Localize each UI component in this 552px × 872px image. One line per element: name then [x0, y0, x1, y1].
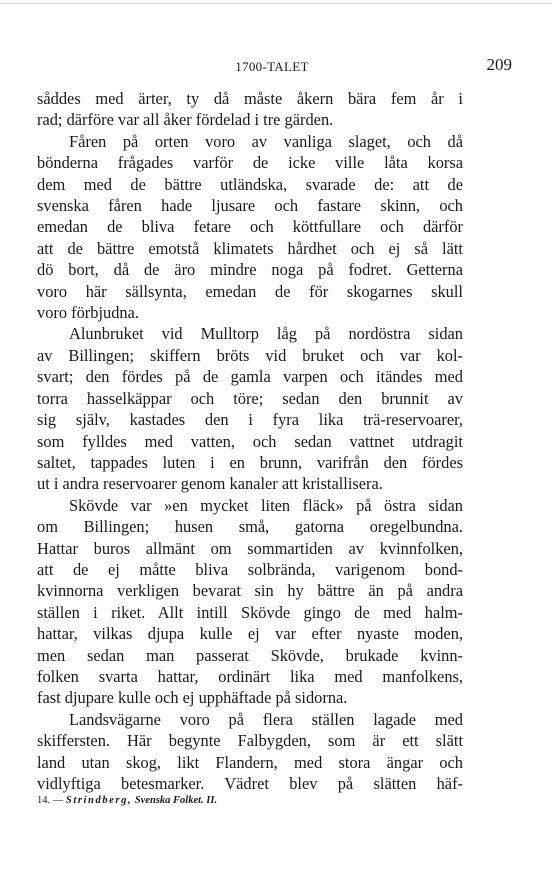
text-line: att de bättre emotstå klimatets hårdhet och ej så lätt [37, 238, 463, 258]
text-line: land utan skog, likt Flandern, med stora ängar och [37, 752, 463, 772]
text-line: men sedan man passerat Skövde, brukade kvinn- [37, 645, 463, 665]
text-line: folken svarta hattar, ordinärt lika med manfolkens, [37, 666, 463, 686]
text-line: Fåren på orten voro av vanliga slaget, och då [69, 131, 463, 151]
text-line: dö bort, då de äro mindre noga på fodret. Getterna [37, 260, 463, 280]
text-line: saltet, tappades luten i en brunn, varifrån den fördes [37, 452, 463, 472]
text-line: Hattar buros allmänt om sommartiden av kvinnfolken, [37, 538, 463, 558]
text-line: Landsvägarne voro på flera ställen lagade med [69, 709, 463, 729]
text-line: svart; den fördes på de gamla varpen och itändes med [37, 367, 463, 387]
text-line: ut i andra reservoarer genom kanaler att kristallisera. [37, 474, 383, 494]
text-line: som fylldes med vatten, och sedan vattnet utdragit [37, 431, 463, 451]
footer-author: Strindberg, [65, 795, 133, 806]
text-line: dem med de bättre utländska, svarade de: att de [37, 174, 463, 194]
footer-signature [37, 795, 217, 806]
text-line: fast djupare kulle och ej upphäftade på sidorna. [37, 688, 348, 708]
text-line: Alunbruket vid Mulltorp låg på nordöstra sidan [69, 324, 463, 344]
text-line: voro här sällsynta, emedan de för skogarnes skull [37, 281, 463, 301]
signature-mark: 14. — [37, 795, 64, 806]
text-line: hattar, vilkas djupa kulle ej var efter nyaste moden, [37, 624, 463, 644]
text-line: om Billingen; husen små, gatorna oregelbundna. [37, 517, 463, 537]
text-line: bönderna frågades varför de icke ville låta korsa [37, 153, 463, 173]
page-header [32, 55, 512, 79]
footer-work-title: Svenska Folket. II. [134, 795, 218, 806]
text-line: att de ej måtte bliva solbrända, varigenom bond- [37, 559, 463, 579]
running-head: 1700-TALET [235, 59, 309, 74]
text-line: sig själv, kastades den i fyra lika trä-reservoarer, [37, 410, 463, 430]
text-line: Skövde var »en mycket liten fläck» på östra sidan [69, 495, 463, 515]
text-line: av Billingen; skiffern bröts vid bruket och var kol- [37, 345, 463, 365]
text-line: svenska fåren hade ljusare och fastare skinn, och [37, 196, 463, 216]
text-line: rad; därföre var all åker fördelad i tre gärden. [37, 110, 334, 130]
text-line: kvinnorna verkligen bevarat sin hy bättre än på andra [37, 581, 463, 601]
text-line: ställen i riket. Allt intill Skövde gingo de med halm- [37, 602, 463, 622]
text-line: såddes med ärter, ty då måste åkern bära fem år i [37, 89, 463, 108]
text-line: skiffersten. Här begynte Falbygden, som är ett slätt [37, 731, 463, 751]
text-line: vidlyftiga betesmarker. Vädret blev på slätten häf- [37, 774, 463, 793]
top-rule [0, 3, 552, 4]
text-line: voro förbjudna. [37, 303, 139, 323]
body-text [37, 88, 463, 794]
page-number: 209 [486, 55, 512, 74]
text-line: emedan de bliva fetare och köttfullare och därför [37, 217, 463, 237]
text-line: torra hasselkäppar och töre; sedan den brunnit av [37, 388, 463, 408]
